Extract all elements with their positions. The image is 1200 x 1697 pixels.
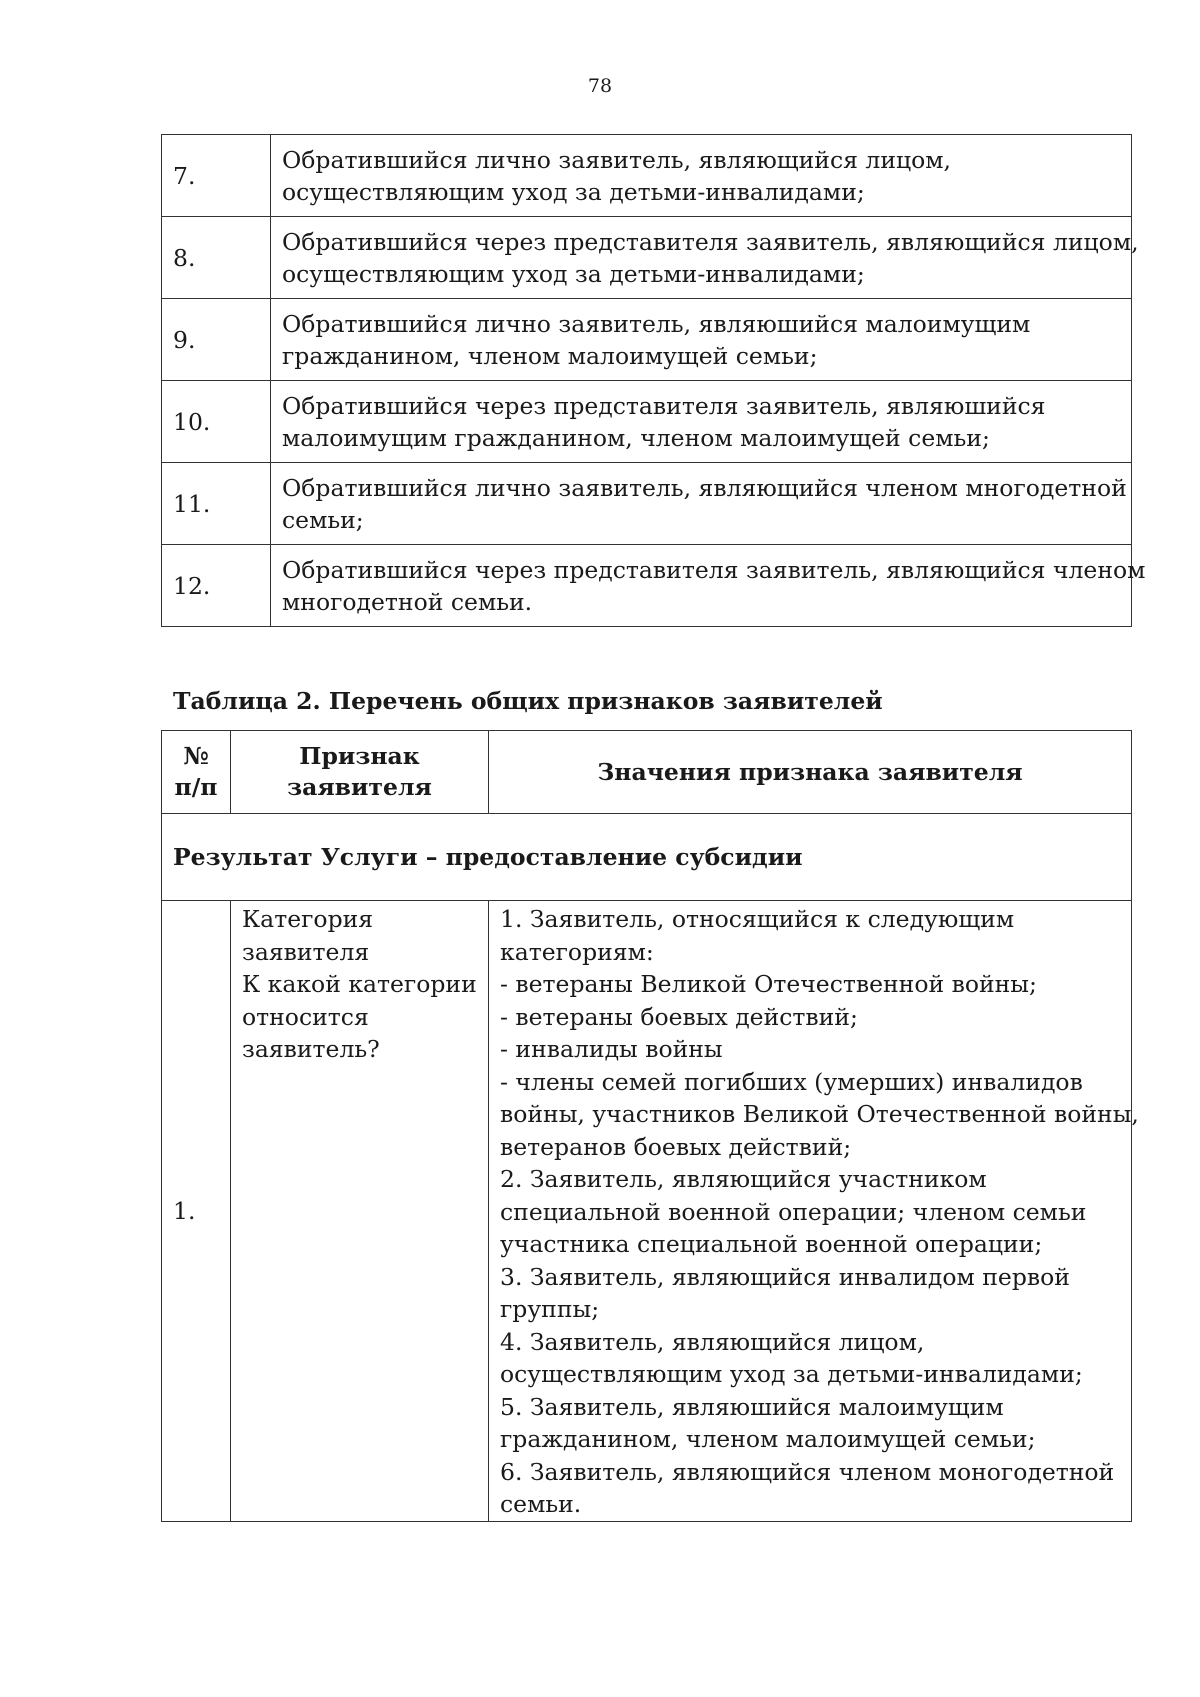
row-description-line: семьи; [282,505,364,534]
row-values [489,901,1139,1522]
row-values-line: 1. Заявитель, относящийся к следующим [500,905,1015,933]
table-row [162,217,1132,299]
header-sign-line: Признак [299,742,420,770]
row-description-line: Обратившийся через представителя заявитель, являющийся членом [282,555,1146,584]
row-description-line: Обратившийся лично заявитель, являюшийся малоимущим [282,309,1031,338]
row-description-line: осуществляющим уход за детьми-инвалидами; [282,259,865,288]
row-description-line: гражданином, членом малоимущей семьи; [282,341,818,370]
table-header-row [162,731,1132,814]
row-values-line: 4. Заявитель, являющийся лицом, [500,1327,925,1356]
row-values-line: гражданином, членом малоимущей семьи; [500,1425,1036,1453]
row-description [271,381,1132,463]
row-description [271,545,1146,627]
table-row [162,463,1132,545]
row-values-line: - ветераны Великой Отечественной войны; [500,970,1037,998]
row-description [271,135,1132,217]
row-sign-line: заявителя [242,937,370,966]
row-sign-line: К какой категории [242,970,477,998]
header-sign [231,731,489,814]
row-values-line: - ветераны боевых действий; [500,1002,858,1031]
header-sign-line: заявителя [287,773,432,801]
row-values-line: - члены семей погибших (умерших) инвалидов [500,1067,1083,1096]
section-title: Результат Услуги – предоставление субсидии [162,814,1132,901]
row-values-line: категориям: [500,937,654,966]
row-number: 9. [162,299,271,381]
row-values-line: 5. Заявитель, являюшийся малоимущим [500,1392,1004,1421]
row-number: 7. [162,135,271,217]
row-values-line: группы; [500,1295,600,1323]
row-description-line: осуществляющим уход за детьми-инвалидами; [282,177,865,206]
row-values-line: 3. Заявитель, являющийся инвалидом первой [500,1262,1070,1291]
row-values-line: войны, участников Великой Отечественной войны, [500,1100,1139,1128]
row-values-line: - инвалиды войны [500,1035,723,1063]
row-description-line: Обратившийся лично заявитель, являющийся членом многодетной [282,473,1127,502]
row-values-line: семьи. [500,1490,582,1518]
header-number-line: п/п [174,773,218,801]
table-row [162,545,1132,627]
row-description [271,463,1132,545]
table-row [162,299,1132,381]
row-number: 12. [162,545,271,627]
row-sign-line: заявитель? [242,1035,380,1063]
header-values: Значения признака заявителя [489,731,1132,814]
row-values-line: ветеранов боевых действий; [500,1132,852,1161]
row-number: 10. [162,381,271,463]
row-sign-line: Категория [242,905,374,933]
applicant-signs-table [161,730,1139,1522]
row-values-line: осуществляющим уход за детьми-инвалидами; [500,1360,1083,1388]
row-values-line: специальной военной операции; членом семьи [500,1197,1087,1226]
header-number [162,731,231,814]
row-sign-line: относится [242,1002,369,1031]
row-sign [231,901,489,1522]
row-description-line: Обратившийся через представителя заявитель, являюшийся [282,391,1046,420]
table-row [162,901,1132,1522]
row-description-line: Обратившийся через представителя заявитель, являющийся лицом, [282,227,1139,256]
table-row [162,381,1132,463]
table-caption: Таблица 2. Перечень общих признаков заявителей [173,687,883,715]
table-row [162,135,1132,217]
page-number: 78 [587,75,613,97]
row-description-line: многодетной семьи. [282,587,533,616]
row-values-line: участника специальной военной операции; [500,1230,1043,1258]
section-row [162,814,1132,901]
row-values-line: 2. Заявитель, являющийся участником [500,1165,987,1193]
row-description-line: малоимущим гражданином, членом малоимущей семьи; [282,423,990,452]
applicants-table-continuation [161,134,1146,627]
row-number: 11. [162,463,271,545]
row-description-line: Обратившийся лично заявитель, являющийся лицом, [282,145,952,174]
row-description [271,217,1139,299]
row-description [271,299,1132,381]
header-number-line: № [183,742,209,770]
row-values-line: 6. Заявитель, являющийся членом моногодетной [500,1457,1115,1486]
row-number: 1. [162,901,231,1522]
row-number: 8. [162,217,271,299]
